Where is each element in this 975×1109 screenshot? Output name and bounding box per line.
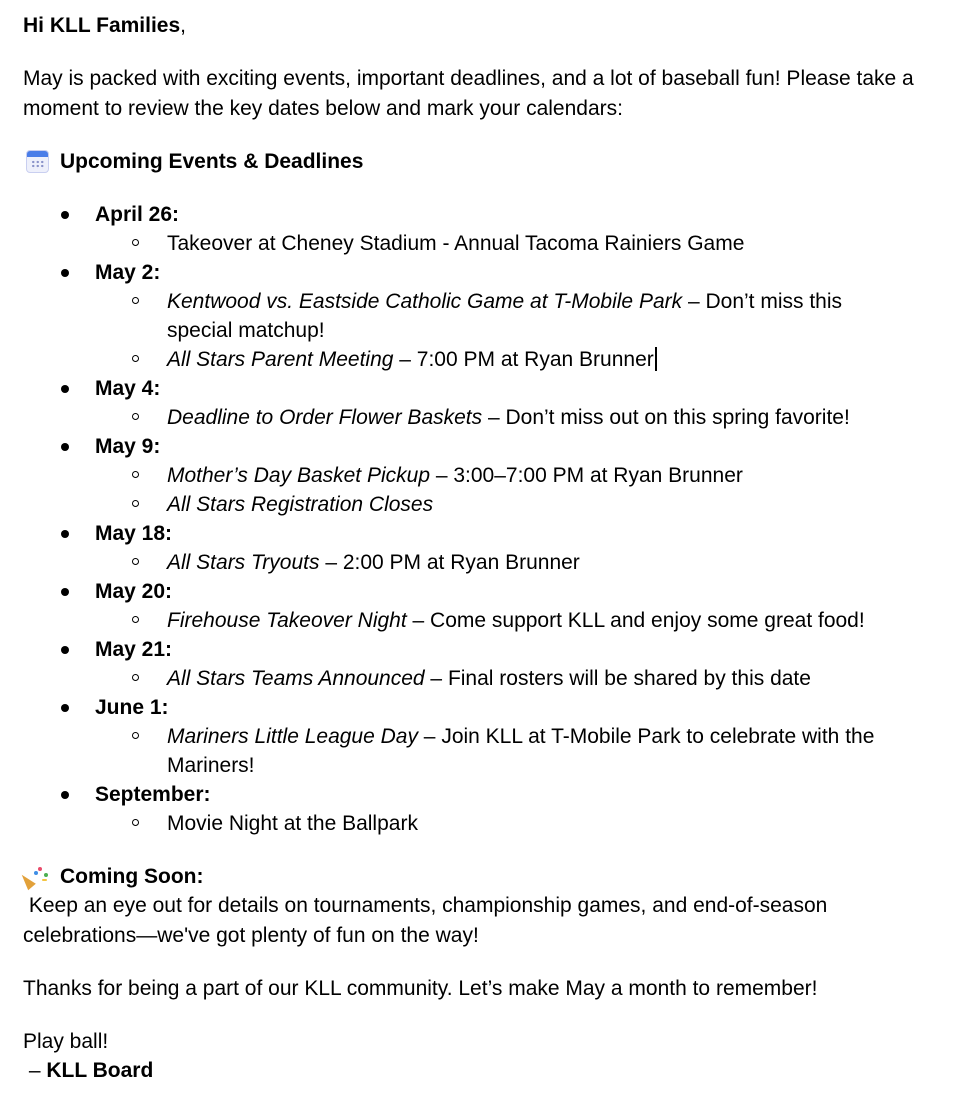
bullet-icon [61, 646, 69, 654]
hollow-bullet-icon [132, 500, 139, 507]
event-detail [95, 229, 887, 258]
bullet-icon [61, 211, 69, 219]
bullet-icon [61, 588, 69, 596]
event-date-item [23, 374, 968, 432]
bullet-icon [61, 385, 69, 393]
event-date: May 21: [95, 638, 173, 661]
event-description: – Join KLL at T-Mobile Park to celebrate with the Mariners! [167, 725, 881, 777]
event-detail [95, 490, 887, 519]
greeting-punct: , [180, 14, 186, 37]
event-detail [95, 345, 887, 374]
event-title: All Stars Tryouts [167, 551, 320, 574]
event-date: May 9: [95, 435, 161, 458]
event-date-item [23, 200, 968, 258]
intro-paragraph: May is packed with exciting events, important deadlines, and a lot of baseball fun! Please take a moment to review the key dates below and mark your calendars: [23, 67, 914, 120]
event-detail-list [95, 229, 968, 258]
events-heading-label: Upcoming Events & Deadlines [60, 150, 364, 173]
event-title: Firehouse Takeover Night [167, 609, 407, 632]
signoff-line: Play ball! [23, 1030, 109, 1053]
greeting [23, 11, 968, 40]
hollow-bullet-icon [132, 674, 139, 681]
hollow-bullet-icon [132, 413, 139, 420]
event-date-item [23, 432, 968, 519]
hollow-bullet-icon [132, 616, 139, 623]
coming-soon-label: Coming Soon: [60, 865, 204, 888]
event-description: – Final rosters will be shared by this date [424, 667, 811, 690]
bullet-icon [61, 704, 69, 712]
event-description: – Come support KLL and enjoy some great food! [406, 609, 865, 632]
hollow-bullet-icon [132, 819, 139, 826]
event-date-item [23, 780, 968, 838]
hollow-bullet-icon [132, 471, 139, 478]
hollow-bullet-icon [132, 239, 139, 246]
greeting-name: Hi KLL Families [23, 14, 181, 37]
event-description: – 2:00 PM at Ryan Brunner [319, 551, 580, 574]
event-detail-list [95, 606, 968, 635]
event-description: – Don’t miss this special matchup! [167, 290, 848, 342]
event-title: All Stars Teams Announced [167, 667, 425, 690]
event-detail-list [95, 287, 968, 374]
event-date: May 4: [95, 377, 161, 400]
event-description: – Don’t miss out on this spring favorite! [482, 406, 850, 429]
text-cursor [655, 347, 657, 371]
events-heading [26, 147, 968, 176]
event-title: Kentwood vs. Eastside Catholic Game at T-Mobile Park [167, 290, 683, 313]
event-detail-list [95, 664, 968, 693]
event-description: – 3:00–7:00 PM at Ryan Brunner [430, 464, 743, 487]
event-detail [95, 606, 887, 635]
event-detail [95, 722, 887, 780]
event-detail-list [95, 403, 968, 432]
event-title: All Stars Parent Meeting [167, 348, 394, 371]
event-detail [95, 403, 887, 432]
event-date: June 1: [95, 696, 169, 719]
event-detail [95, 664, 887, 693]
bullet-icon [61, 791, 69, 799]
hollow-bullet-icon [132, 355, 139, 362]
event-detail-list [95, 548, 968, 577]
event-description: – 7:00 PM at Ryan Brunner [393, 348, 654, 371]
event-date: April 26: [95, 203, 180, 226]
events-list [23, 200, 968, 838]
event-date: May 18: [95, 522, 173, 545]
event-date-item [23, 693, 968, 780]
event-date: May 2: [95, 261, 161, 284]
coming-soon-heading [26, 862, 968, 891]
hollow-bullet-icon [132, 297, 139, 304]
email-body[interactable] [23, 11, 968, 1085]
event-date: May 20: [95, 580, 173, 603]
event-detail [95, 287, 887, 345]
bullet-icon [61, 530, 69, 538]
bullet-icon [61, 443, 69, 451]
signature-name: KLL Board [46, 1059, 154, 1082]
event-description: Takeover at Cheney Stadium - Annual Tacoma Rainiers Game [167, 232, 745, 255]
event-title: All Stars Registration Closes [167, 493, 434, 516]
party-popper-icon [26, 865, 49, 888]
event-detail-list [95, 461, 968, 519]
thanks-paragraph: Thanks for being a part of our KLL community. Let’s make May a month to remember! [23, 977, 818, 1000]
event-date: September: [95, 783, 211, 806]
coming-soon-text: Keep an eye out for details on tournaments, championship games, and end-of-season celebrations—we've got plenty of fun on the way! [23, 894, 834, 947]
calendar-icon [26, 150, 49, 173]
hollow-bullet-icon [132, 732, 139, 739]
event-date-item [23, 519, 968, 577]
event-title: Mariners Little League Day [167, 725, 418, 748]
event-title: Mother’s Day Basket Pickup [167, 464, 431, 487]
event-date-item [23, 577, 968, 635]
event-title: Deadline to Order Flower Baskets [167, 406, 483, 429]
event-detail [95, 461, 887, 490]
event-detail-list [95, 722, 968, 780]
event-detail-list [95, 809, 968, 838]
signature-dash: – [23, 1059, 47, 1082]
hollow-bullet-icon [132, 558, 139, 565]
event-description: Movie Night at the Ballpark [167, 812, 418, 835]
event-date-item [23, 635, 968, 693]
event-detail [95, 548, 887, 577]
signature-line [23, 1056, 968, 1085]
event-detail [95, 809, 887, 838]
event-date-item [23, 258, 968, 374]
bullet-icon [61, 269, 69, 277]
